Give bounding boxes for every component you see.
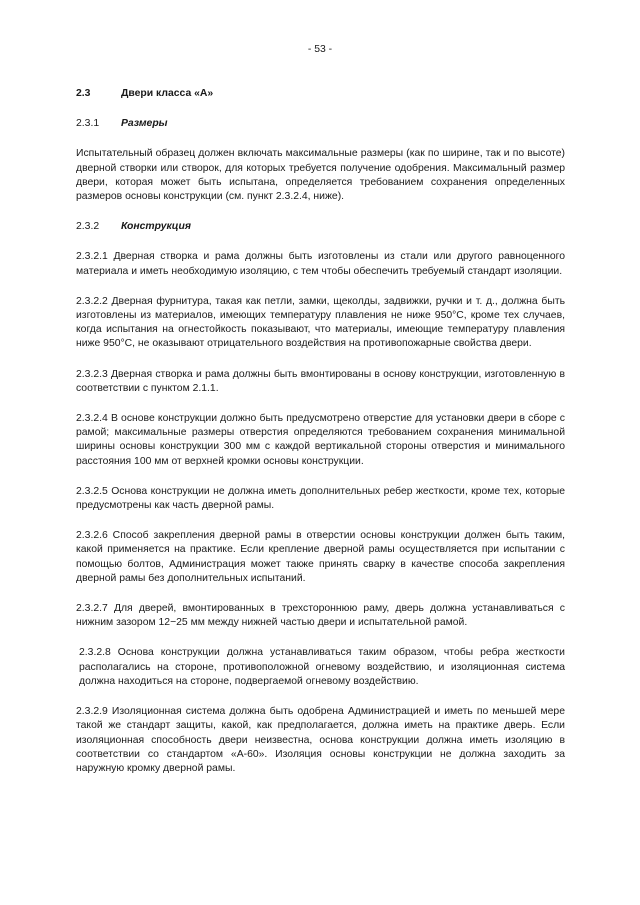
paragraph-2-3-2-1: 2.3.2.1 Дверная створка и рама должны быть изготовлены из стали или другого равноценного материала и иметь необходимую изоляцию, с тем чтобы обеспечить требуемый стандарт изоляции.: [76, 251, 565, 277]
subsection-number: 2.3.2: [76, 221, 100, 233]
page-number: - 53 -: [307, 44, 333, 55]
paragraph-2-3-2-8: 2.3.2.8 Основа конструкции должна устанавливаться таким образом, чтобы ребра жесткости располагались на стороне, противоположной огневому воздействию, и изоляционная система должна находиться на стороне, подвергаемой огневому воздействию.: [79, 647, 565, 687]
section-heading: [76, 87, 565, 101]
section-title: Двери класса «А»: [121, 88, 214, 99]
subsection-heading-dimensions: [76, 117, 565, 131]
paragraph-2-3-2-4: 2.3.2.4 В основе конструкции должно быть предусмотрено отверстие для установки двери в сборе с рамой; максимальные размеры отверстия определяются требованием сохранения минимальной ширины основы конструкции 300 мм с каждой вертикальной стороны отверстия и минимального расстояния 100 мм от верхней кромки основы конструкции.: [76, 413, 565, 467]
paragraph-2-3-2-3: 2.3.2.3 Дверная створка и рама должны быть вмонтированы в основу конструкции, изготовленную в соответствии с пунктом 2.1.1.: [76, 368, 565, 394]
paragraph-2-3-2-2: 2.3.2.2 Дверная фурнитура, такая как петли, замки, щеколды, задвижки, ручки и т. д., должна быть изготовлены из материалов, имеющих температуру плавления не ниже 950°С, кроме тех случаев, когда испытания на огнестойкость показывают, что материалы, имеющие температуру плавления ниже 950°С, не оказывают отрицательного воздействия на противопожарные свойства двери.: [76, 295, 565, 350]
paragraph-2-3-2-7: 2.3.2.7 Для дверей, вмонтированных в трехстороннюю раму, дверь должна устанавливаться с нижним зазором 12−25 мм между нижней частью двери и испытательной рамой.: [76, 603, 565, 629]
paragraph-2-3-2-6: 2.3.2.6 Способ закрепления дверной рамы в отверстии основы конструкции должен быть таким, какой применяется на практике. Если крепление дверной рамы осуществляется при испытании с помощью болтов, Администрация может также принять сварку в качестве способа закрепления дверной рамы без дополнительных испытаний.: [76, 530, 565, 584]
subsection-number: 2.3.1: [76, 118, 100, 130]
page-content: [76, 87, 565, 792]
paragraph-dimensions: Испытательный образец должен включать максимальные размеры (как по ширине, так и по высоте) дверной створки или створок, для которых требуется получение одобрения. Максимальный размер двери, которая может быть испытана, определяется требованием сохранения определенных размеров основы конструкции (см. пункт 2.3.2.4, ниже).: [76, 148, 565, 203]
paragraph-2-3-2-9: 2.3.2.9 Изоляционная система должна быть одобрена Администрацией и иметь по меньшей мере такой же стандарт защиты, какой, как предполагается, должна иметь на практике дверь. Если изоляционная способность двери неизвестна, основа конструкции должна иметь изоляцию в соответствии со стандартом «А-60». Изоляция основы конструкции не должна заходить за наружную кромку дверной рамы.: [76, 706, 565, 774]
section-number: 2.3: [76, 88, 91, 99]
paragraph-2-3-2-5: 2.3.2.5 Основа конструкции не должна иметь дополнительных ребер жесткости, кроме тех, которые предусмотрены как часть дверной рамы.: [76, 485, 565, 512]
subsection-title: Конструкция: [121, 221, 191, 233]
subsection-heading-construction: [76, 220, 565, 234]
subsection-title: Размеры: [121, 118, 168, 130]
